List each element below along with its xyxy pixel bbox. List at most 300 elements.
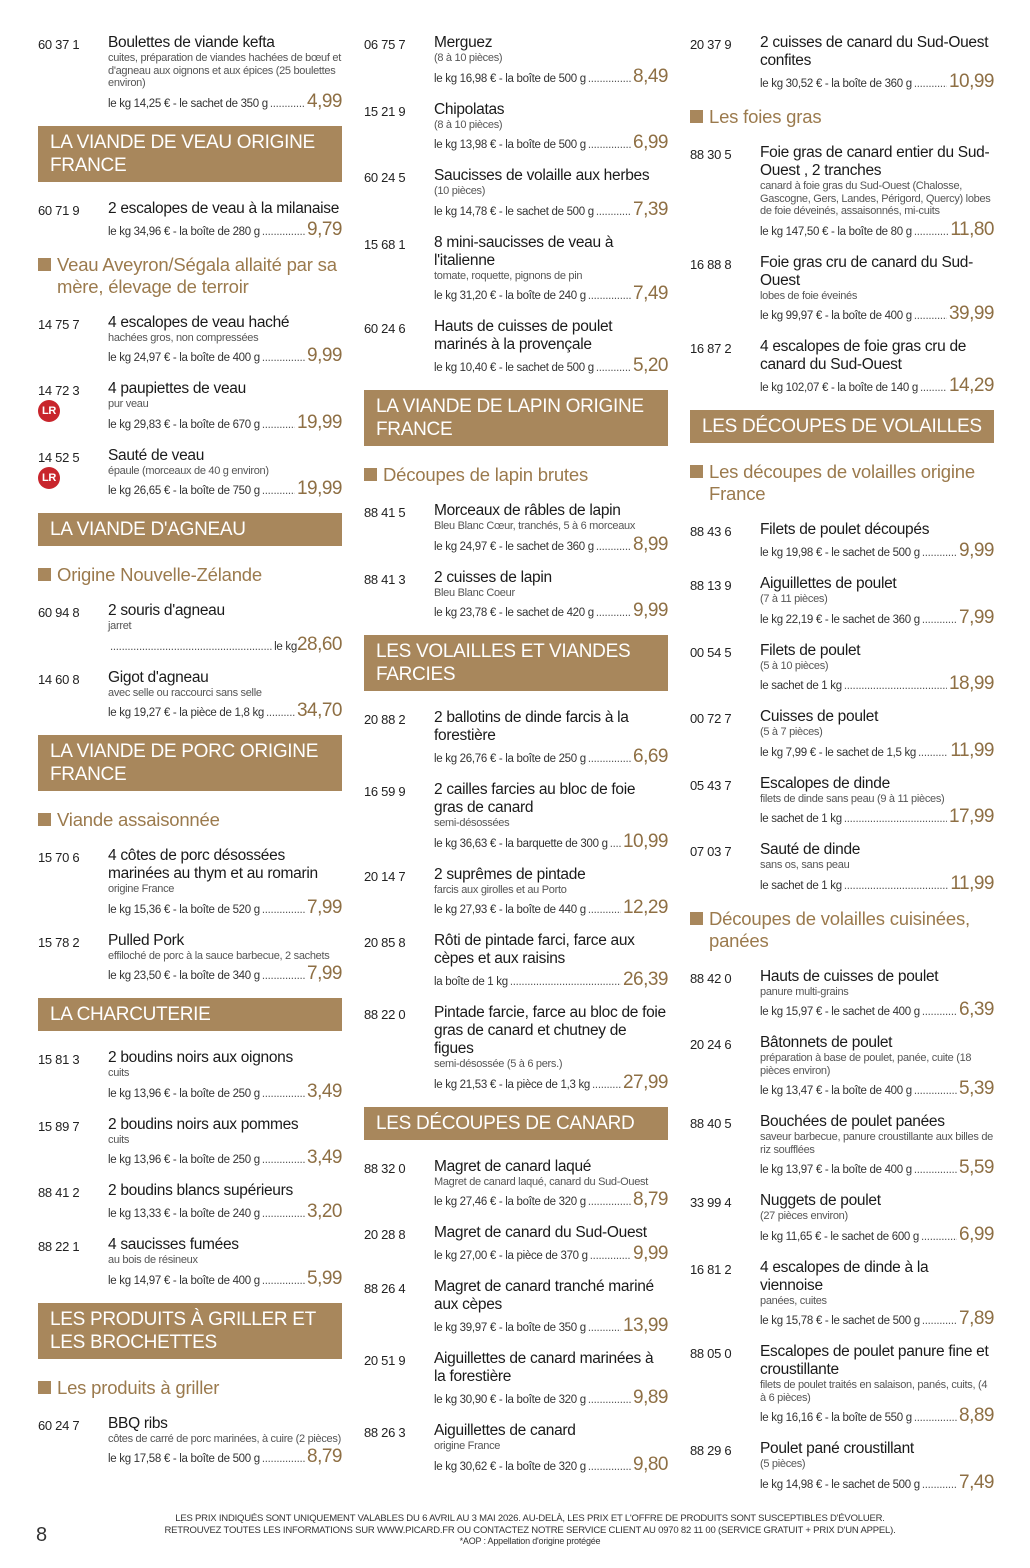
product-description: avec selle ou raccourci sans selle xyxy=(108,686,262,699)
product-description: Magret de canard laqué, canard du Sud-Ouest xyxy=(434,1175,648,1188)
dot-leader xyxy=(588,1394,631,1406)
subsection-header xyxy=(690,908,994,952)
product-item xyxy=(690,34,994,93)
product-code xyxy=(38,932,108,986)
product-code xyxy=(364,502,434,556)
price-line xyxy=(760,1308,994,1330)
product-description: (8 à 10 pièces) xyxy=(434,118,503,131)
product-description: hachées gros, non compressées xyxy=(108,331,259,344)
subsection-title: Découpes de lapin brutes xyxy=(383,464,589,485)
product-code-text: 20 51 9 xyxy=(364,1353,406,1368)
product-item xyxy=(364,234,668,306)
product-code xyxy=(38,1182,108,1223)
product-description: tomate, roquette, pignons de pin xyxy=(434,269,583,282)
product-description: jarret xyxy=(108,620,132,632)
subsection-header xyxy=(38,564,342,586)
product-body xyxy=(760,254,994,326)
product-code-text: 20 24 6 xyxy=(690,1037,732,1052)
product-name: Pulled Pork xyxy=(108,931,184,949)
product-name: 2 boudins noirs aux oignons xyxy=(108,1049,293,1066)
product-price: 6,99 xyxy=(633,132,668,153)
product-name: 2 suprêmes de pintade xyxy=(434,865,586,883)
product-price: 13,99 xyxy=(622,1315,668,1336)
product-name: Nuggets de poulet xyxy=(760,1192,881,1209)
price-line xyxy=(108,1446,342,1468)
price-line xyxy=(108,219,342,241)
square-bullet-icon xyxy=(690,465,703,478)
product-description: lobes de foie éveinés xyxy=(760,289,858,302)
product-price: 19,99 xyxy=(296,411,342,433)
product-name: Magret de canard tranché mariné aux cèpes xyxy=(434,1278,654,1313)
price-line xyxy=(108,1081,342,1103)
subsection-header xyxy=(38,809,342,831)
product-body xyxy=(434,1278,668,1337)
product-code xyxy=(364,1004,434,1094)
price-line xyxy=(434,355,668,377)
product-code-text: 60 37 1 xyxy=(38,37,80,52)
dot-leader xyxy=(588,904,621,916)
product-body xyxy=(434,781,668,853)
product-item xyxy=(690,968,994,1022)
product-body xyxy=(108,1236,342,1290)
dot-leader xyxy=(596,206,631,218)
product-body xyxy=(760,338,994,397)
product-name: Escalopes de dinde xyxy=(760,774,890,792)
product-item xyxy=(364,1224,668,1265)
product-code xyxy=(364,34,434,88)
dot-leader xyxy=(588,1196,631,1208)
unit-price: le kg 147,50 € - la boîte de 80 g xyxy=(760,225,912,238)
unit-price: le kg 19,27 € - la pièce de 1,8 kg xyxy=(108,707,265,719)
unit-price: le kg 13,96 € - la boîte de 250 g xyxy=(108,1154,260,1166)
product-code-text: 60 24 6 xyxy=(364,321,406,336)
product-item xyxy=(690,841,994,895)
product-body xyxy=(434,34,668,88)
product-body xyxy=(108,447,342,501)
section-header: LA VIANDE DE VEAU ORIGINE FRANCE xyxy=(38,126,342,182)
product-body xyxy=(434,101,668,155)
product-price: 6,39 xyxy=(959,999,994,1020)
product-price: 3,49 xyxy=(307,1080,342,1102)
subsection-title: Viande assaisonnée xyxy=(57,809,220,830)
product-item xyxy=(690,1113,994,1179)
unit-price: le kg 39,97 € - la boîte de 350 g xyxy=(434,1322,586,1334)
product-code xyxy=(364,781,434,853)
product-name: Bâtonnets de poulet xyxy=(760,1034,893,1051)
product-code-text: 15 21 9 xyxy=(364,103,406,119)
dot-leader xyxy=(844,680,947,692)
price-line xyxy=(760,806,994,828)
product-description: au bois de résineux xyxy=(108,1254,198,1266)
unit-price: le kg 16,16 € - la boîte de 550 g xyxy=(760,1412,912,1424)
product-code xyxy=(364,1224,434,1265)
product-code-text: 14 72 3 xyxy=(38,383,80,398)
product-item xyxy=(364,502,668,556)
product-item xyxy=(690,642,994,696)
product-item xyxy=(38,1049,342,1103)
price-line xyxy=(434,831,668,853)
product-code xyxy=(38,847,108,919)
dot-leader xyxy=(914,78,947,90)
price-line xyxy=(434,897,668,919)
product-code-text: 20 28 8 xyxy=(364,1227,406,1242)
unit-price: le kg 13,47 € - la boîte de 400 g xyxy=(760,1085,912,1097)
product-code xyxy=(364,1350,434,1409)
product-code-text: 16 88 8 xyxy=(690,256,732,272)
dot-leader xyxy=(922,547,957,559)
dot-leader xyxy=(592,1079,621,1091)
product-item xyxy=(364,781,668,853)
dot-leader xyxy=(918,747,948,759)
product-name: 4 saucisses fumées xyxy=(108,1236,239,1253)
dot-leader xyxy=(588,753,631,765)
unit-price: le kg 23,50 € - la boîte de 340 g xyxy=(108,970,260,982)
dot-leader xyxy=(262,485,295,497)
product-body xyxy=(760,1259,994,1331)
product-name: 2 souris d'agneau xyxy=(108,602,225,619)
product-code-text: 88 43 6 xyxy=(690,524,732,539)
product-code-text: 05 43 7 xyxy=(690,777,732,793)
product-body xyxy=(760,841,994,895)
product-description: sans os, sans peau xyxy=(760,859,850,871)
product-description: (5 à 10 pièces) xyxy=(760,659,829,672)
dot-leader xyxy=(588,1461,631,1473)
product-body xyxy=(760,575,994,629)
product-description: pur veau xyxy=(108,398,149,410)
price-line xyxy=(434,746,668,768)
unit-price: le kg 14,78 € - le sachet de 500 g xyxy=(434,205,594,218)
product-code xyxy=(690,1440,760,1494)
product-code-text: 88 22 1 xyxy=(38,1239,80,1254)
price-line xyxy=(760,740,994,762)
product-code-text: 06 75 7 xyxy=(364,37,406,52)
footer-line: LES PRIX INDIQUÉS SONT UNIQUEMENT VALABLES DU 6 AVRIL AU 3 MAI 2026. AU-DELÀ, LES PRIX ET L'OFFRE DE PRODUITS SONT SUSCEPTIBLES D'ÉVOLUER. xyxy=(175,1513,885,1524)
product-item xyxy=(690,708,994,762)
product-price: 7,89 xyxy=(959,1308,994,1329)
product-code-text: 88 22 0 xyxy=(364,1007,406,1022)
product-code xyxy=(364,234,434,306)
product-code xyxy=(690,775,760,829)
product-body xyxy=(434,866,668,920)
product-name: Hauts de cuisses de poulet marinés à la provençale xyxy=(434,318,613,353)
product-code-text: 88 41 5 xyxy=(364,505,406,520)
product-name: Chipolatas xyxy=(434,100,505,118)
product-price: 10,99 xyxy=(622,830,668,852)
product-price: 5,39 xyxy=(959,1078,994,1099)
product-price: 5,99 xyxy=(307,1267,342,1289)
price-line xyxy=(108,634,342,656)
product-price: 17,99 xyxy=(948,806,994,827)
dot-leader xyxy=(914,1085,957,1097)
unit-price: le kg 11,65 € - le sachet de 600 g xyxy=(760,1230,920,1243)
product-body xyxy=(760,1192,994,1246)
product-body xyxy=(108,1415,342,1469)
product-code xyxy=(38,200,108,241)
product-price: 8,89 xyxy=(959,1405,994,1426)
price-line xyxy=(434,1387,668,1409)
square-bullet-icon xyxy=(364,468,377,481)
product-item xyxy=(690,775,994,829)
dot-leader xyxy=(596,541,631,553)
square-bullet-icon xyxy=(38,813,51,826)
product-code-text: 60 71 9 xyxy=(38,202,80,218)
product-body xyxy=(434,932,668,991)
price-line xyxy=(108,700,342,722)
product-code-text: 16 87 2 xyxy=(690,341,732,356)
product-price: 8,79 xyxy=(307,1446,342,1467)
product-code-text: 15 89 7 xyxy=(38,1118,80,1134)
product-code-text: 88 13 9 xyxy=(690,578,732,593)
product-description: saveur barbecue, panure croustillante aux billes de riz soufflées xyxy=(760,1131,993,1156)
product-code xyxy=(690,521,760,562)
product-description: Bleu Blanc Coeur xyxy=(434,586,515,599)
square-bullet-icon xyxy=(690,110,703,123)
product-name: 2 escalopes de veau à la milanaise xyxy=(108,199,340,217)
dot-leader xyxy=(262,1275,305,1287)
product-body xyxy=(108,314,342,368)
product-code xyxy=(38,1116,108,1170)
product-body xyxy=(108,1182,342,1223)
product-code xyxy=(690,144,760,241)
product-code xyxy=(690,1192,760,1246)
product-name: Poulet pané croustillant xyxy=(760,1440,914,1457)
subsection-header xyxy=(364,464,668,486)
product-code-text: 07 03 7 xyxy=(690,844,732,859)
square-bullet-icon xyxy=(690,912,703,925)
price-line xyxy=(434,199,668,221)
product-body xyxy=(760,1343,994,1427)
price-line xyxy=(434,1243,668,1265)
product-body xyxy=(434,167,668,221)
product-code xyxy=(690,642,760,696)
product-price: 7,99 xyxy=(307,896,342,918)
product-item xyxy=(364,101,668,155)
product-price: 11,80 xyxy=(950,218,994,240)
dot-leader xyxy=(262,1088,305,1100)
product-code-text: 20 88 2 xyxy=(364,712,406,727)
product-body xyxy=(108,602,342,656)
price-line xyxy=(434,132,668,154)
product-item xyxy=(38,380,342,434)
product-code-text: 16 81 2 xyxy=(690,1261,732,1277)
subsection-title: Veau Aveyron/Ségala allaité par sa mère, élevage de terroir xyxy=(57,253,337,297)
product-name: 2 cuisses de canard du Sud-Ouest confites xyxy=(760,34,989,69)
unit-price: la boîte de 1 kg xyxy=(434,976,508,988)
product-body xyxy=(760,1034,994,1100)
product-name: Bouchées de poulet panées xyxy=(760,1113,945,1130)
product-code-text: 60 94 8 xyxy=(38,605,80,620)
dot-leader xyxy=(922,1479,957,1491)
product-body xyxy=(760,968,994,1022)
section-header: LES DÉCOUPES DE CANARD xyxy=(364,1107,668,1140)
product-price: 27,99 xyxy=(622,1071,668,1093)
product-item xyxy=(690,575,994,629)
product-item xyxy=(38,847,342,919)
product-price: 10,99 xyxy=(948,71,994,92)
unit-price: le kg 22,19 € - le sachet de 360 g xyxy=(760,613,920,626)
product-description: (5 à 7 pièces) xyxy=(760,726,823,738)
unit-price: le kg 23,78 € - le sachet de 420 g xyxy=(434,607,594,619)
product-price: 8,49 xyxy=(633,65,668,87)
product-code-text: 88 30 5 xyxy=(690,147,732,162)
product-item xyxy=(364,1158,668,1212)
product-price: 6,99 xyxy=(959,1223,994,1245)
label-rouge-icon: LR xyxy=(38,400,60,422)
product-body xyxy=(760,34,994,93)
unit-price: le kg 14,98 € - le sachet de 500 g xyxy=(760,1478,920,1491)
dot-leader xyxy=(262,419,295,431)
product-name: Foie gras de canard entier du Sud-Ouest , 2 tranches xyxy=(760,144,990,179)
product-description: semi-désossées xyxy=(434,817,510,829)
unit-price: le kg 15,97 € - le sachet de 400 g xyxy=(760,1006,920,1018)
product-item xyxy=(690,254,994,326)
dot-leader xyxy=(262,904,305,916)
product-description: épaule (morceaux de 40 g environ) xyxy=(108,464,269,477)
product-price: 7,99 xyxy=(307,963,342,984)
product-name: Rôti de pintade farci, farce aux cèpes et aux raisins xyxy=(434,932,635,967)
product-item xyxy=(38,1236,342,1290)
dot-leader xyxy=(588,139,631,151)
product-code-text: 20 14 7 xyxy=(364,868,406,884)
product-name: 2 boudins blancs supérieurs xyxy=(108,1182,293,1199)
product-item xyxy=(364,167,668,221)
product-name: Saucisses de volaille aux herbes xyxy=(434,167,650,184)
product-body xyxy=(108,669,342,723)
product-body xyxy=(760,144,994,241)
product-price: 7,39 xyxy=(633,198,668,220)
product-code xyxy=(364,932,434,991)
product-name: Filets de poulet découpés xyxy=(760,521,930,538)
product-item xyxy=(364,1004,668,1094)
product-description: (5 pièces) xyxy=(760,1458,806,1470)
product-price: 7,99 xyxy=(959,606,994,628)
price-line xyxy=(760,607,994,629)
product-body xyxy=(434,502,668,556)
product-item xyxy=(364,1350,668,1409)
price-line xyxy=(108,91,342,113)
product-code-text: 33 99 4 xyxy=(690,1195,732,1210)
product-price: 28,60 xyxy=(296,633,342,655)
product-description: farcis aux girolles et au Porto xyxy=(434,883,567,896)
unit-price: le kg 17,58 € - la boîte de 500 g xyxy=(108,1453,260,1465)
product-item xyxy=(690,1192,994,1246)
product-description: origine France xyxy=(108,883,175,895)
product-body xyxy=(760,708,994,762)
footer-line: *AOP : Appellation d'origine protégée xyxy=(459,1536,601,1546)
product-price: 8,99 xyxy=(633,533,668,555)
product-code xyxy=(364,709,434,768)
price-line xyxy=(434,600,668,622)
product-name: 4 côtes de porc désossées marinées au thym et au romarin xyxy=(108,847,318,882)
dot-leader xyxy=(266,707,295,719)
price-line xyxy=(434,1315,668,1337)
product-name: Merguez xyxy=(434,34,493,51)
product-code-text: 60 24 7 xyxy=(38,1417,80,1433)
square-bullet-icon xyxy=(38,258,51,271)
product-name: 2 ballotins de dinde farcis à la forestière xyxy=(434,709,629,744)
product-price: 9,99 xyxy=(633,1243,668,1264)
price-line xyxy=(108,897,342,919)
product-body xyxy=(434,234,668,306)
product-code xyxy=(38,1236,108,1290)
product-item xyxy=(364,34,668,88)
product-price: 5,20 xyxy=(633,355,668,376)
product-code-text: 88 29 6 xyxy=(690,1443,732,1458)
product-item xyxy=(38,602,342,656)
unit-price: le kg 15,36 € - la boîte de 520 g xyxy=(108,903,260,916)
unit-price: le kg 19,98 € - le sachet de 500 g xyxy=(760,547,920,559)
product-name: Morceaux de râbles de lapin xyxy=(434,502,621,519)
product-code-text: 00 72 7 xyxy=(690,711,732,726)
product-name: Filets de poulet xyxy=(760,641,861,659)
unit-price: le kg 26,65 € - la boîte de 750 g xyxy=(108,485,260,497)
product-code-text: 14 60 8 xyxy=(38,671,80,687)
dot-leader xyxy=(844,880,949,892)
product-code-text: 20 85 8 xyxy=(364,935,406,950)
product-price: 3,20 xyxy=(307,1201,342,1222)
product-price: 9,80 xyxy=(633,1453,668,1475)
dot-leader xyxy=(914,226,949,238)
price-line xyxy=(434,283,668,305)
product-code-text: 88 41 2 xyxy=(38,1185,80,1200)
unit-price: le sachet de 1 kg xyxy=(760,813,842,825)
unit-price: le kg 16,98 € - la boîte de 500 g xyxy=(434,72,586,85)
product-code xyxy=(690,338,760,397)
unit-price: le kg 13,98 € - la boîte de 500 g xyxy=(434,139,586,151)
product-name: Aiguillettes de canard marinées à la forestière xyxy=(434,1350,654,1385)
product-code-text: 14 75 7 xyxy=(38,316,80,332)
label-rouge-icon: LR xyxy=(38,467,60,489)
unit-price: le kg 24,97 € - la boîte de 400 g xyxy=(108,352,260,364)
product-description: origine France xyxy=(434,1440,501,1452)
unit-price: le kg 13,97 € - la boîte de 400 g xyxy=(760,1164,912,1176)
dot-leader xyxy=(588,1322,621,1334)
unit-price: le kg 27,00 € - la pièce de 370 g xyxy=(434,1250,588,1262)
product-body xyxy=(108,34,342,113)
product-price: 26,39 xyxy=(622,969,668,990)
product-description: panure multi-grains xyxy=(760,985,849,998)
product-name: 4 escalopes de dinde à la viennoise xyxy=(760,1258,929,1294)
product-item xyxy=(38,314,342,368)
product-item xyxy=(364,709,668,768)
product-price: 5,59 xyxy=(959,1157,994,1178)
product-body xyxy=(108,847,342,919)
product-code xyxy=(690,841,760,895)
price-line xyxy=(108,1147,342,1169)
column-2 xyxy=(364,34,668,1489)
price-line xyxy=(108,412,342,434)
product-code-text: 14 52 5 xyxy=(38,449,80,465)
product-body xyxy=(434,569,668,623)
product-description: (27 pièces environ) xyxy=(760,1210,848,1222)
price-line xyxy=(760,1472,994,1494)
subsection-header xyxy=(38,254,342,298)
product-name: Aiguillettes de canard xyxy=(434,1422,576,1439)
product-body xyxy=(108,200,342,241)
unit-price: le kg 36,63 € - la barquette de 300 g xyxy=(434,837,608,850)
product-item xyxy=(690,144,994,241)
product-name: BBQ ribs xyxy=(108,1414,168,1432)
dot-leader xyxy=(914,1412,957,1424)
unit-price: le kg 13,96 € - la boîte de 250 g xyxy=(108,1087,260,1100)
product-code-text: 20 37 9 xyxy=(690,37,732,52)
dot-leader xyxy=(596,362,631,374)
page-number: 8 xyxy=(36,1524,48,1546)
subsection-title: Les foies gras xyxy=(709,106,822,127)
price-line xyxy=(760,219,994,241)
dot-leader xyxy=(270,98,305,110)
price-line xyxy=(760,540,994,562)
